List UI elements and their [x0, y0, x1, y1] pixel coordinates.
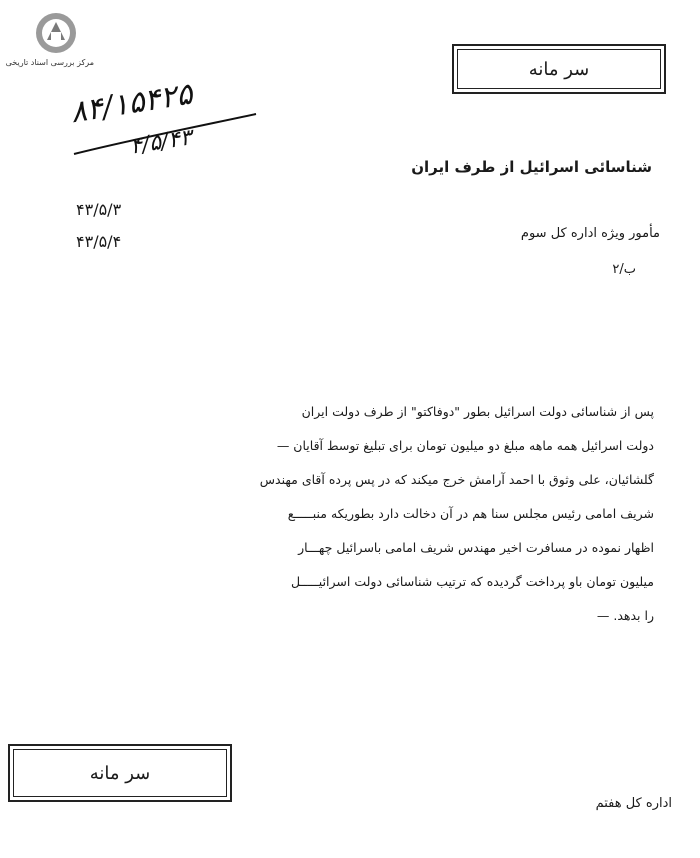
- letter-body: [54, 404, 654, 642]
- handwritten-sub-number: ۴/۵/۴۳: [128, 125, 194, 160]
- archive-logo: [5, 10, 94, 67]
- date-2: ۴۳/۵/۴: [76, 232, 122, 251]
- body-line: را بدهد. —: [596, 608, 654, 623]
- stamp-text: سر مانه: [528, 58, 590, 80]
- recipient-line: مأمور ویژه اداره کل سوم: [520, 226, 660, 241]
- body-line: اظهار نموده در مسافرت اخیر مهندس شریف امامی باسرائیل چهـــار: [298, 540, 654, 555]
- confidential-stamp-top: [452, 44, 666, 94]
- body-line: شریف امامی رئیس مجلس سنا هم در آن دخالت دارد بطوریکه منبـــــع: [287, 506, 654, 521]
- handwritten-number: ۸۴/۱۵۴۲۵: [68, 76, 195, 131]
- footer-department: اداره کل هفتم: [595, 796, 672, 811]
- reference-code: ب/۲: [612, 262, 636, 277]
- archive-emblem-icon: [33, 10, 79, 56]
- logo-caption: مرکز بررسی اسناد تاریخی: [5, 58, 94, 67]
- body-line: دولت اسرائیل همه ماهه مبلغ دو میلیون تومان برای تبلیغ توسط آقایان —: [276, 438, 654, 453]
- confidential-stamp-bottom: [8, 744, 232, 802]
- stamp-text: سر مانه: [89, 762, 151, 784]
- body-line: گلشائیان، علی وثوق با احمد آرامش خرج میکند که در پس پرده آقای مهندس: [259, 472, 654, 487]
- subject-line: شناسائی اسرائیل از طرف ایران: [411, 158, 652, 176]
- date-1: ۴۳/۵/۳: [76, 200, 122, 219]
- body-line: پس از شناسائی دولت اسرائیل بطور "دوفاکتو" از طرف دولت ایران: [301, 404, 654, 419]
- body-line: میلیون تومان باو پرداخت گردیده که ترتیب شناسائی دولت اسرائیـــــل: [291, 574, 654, 589]
